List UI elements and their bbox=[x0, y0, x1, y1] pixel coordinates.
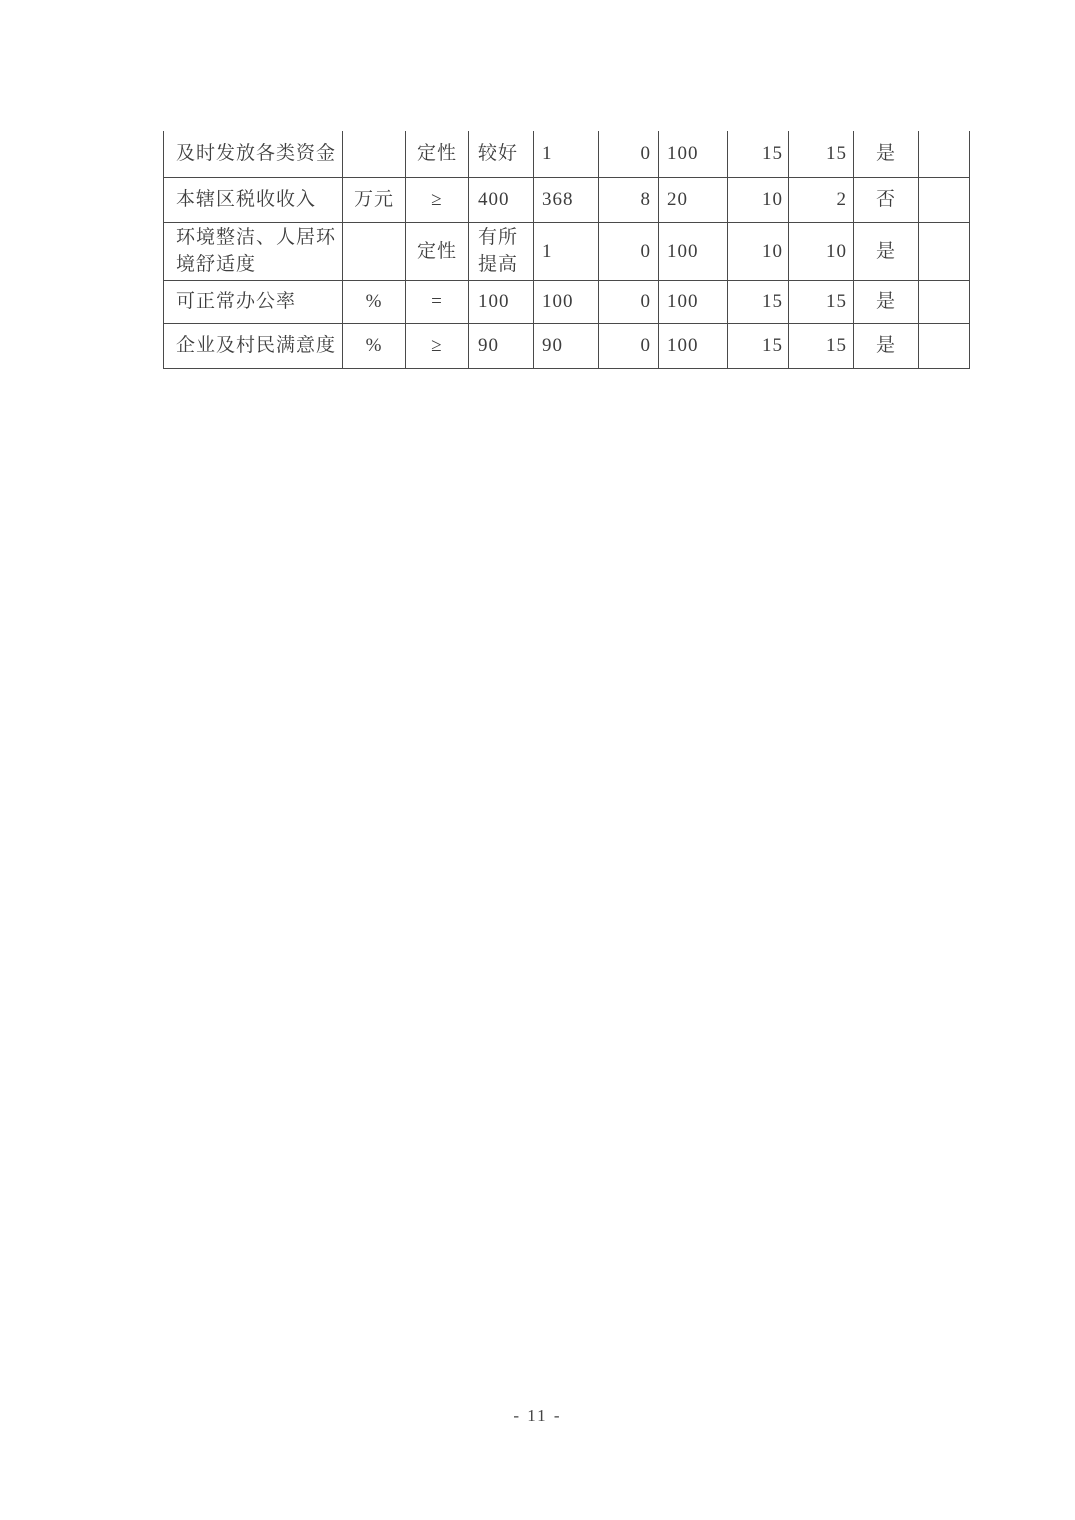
cell-score: 15 bbox=[789, 131, 854, 177]
cell-deviation-rate: 100 bbox=[659, 131, 728, 177]
cell-comparator: 定性 bbox=[406, 222, 469, 280]
cell-unit bbox=[343, 131, 406, 177]
cell-deviation-rate: 100 bbox=[659, 323, 728, 368]
table-row bbox=[164, 222, 970, 280]
cell-achieved: 是 bbox=[854, 131, 919, 177]
cell-deviation: 0 bbox=[599, 131, 659, 177]
cell-remark bbox=[919, 222, 970, 280]
cell-target: 有所提高 bbox=[469, 222, 534, 280]
cell-weight: 15 bbox=[728, 323, 789, 368]
table-row bbox=[164, 323, 970, 368]
cell-actual: 1 bbox=[534, 222, 599, 280]
cell-score: 15 bbox=[789, 323, 854, 368]
cell-indicator: 企业及村民满意度 bbox=[164, 323, 343, 368]
cell-achieved: 是 bbox=[854, 280, 919, 323]
cell-weight: 10 bbox=[728, 222, 789, 280]
cell-unit: 万元 bbox=[343, 177, 406, 222]
cell-deviation: 0 bbox=[599, 222, 659, 280]
table-body bbox=[164, 131, 970, 368]
cell-remark bbox=[919, 177, 970, 222]
table-row bbox=[164, 177, 970, 222]
cell-actual: 368 bbox=[534, 177, 599, 222]
cell-unit: % bbox=[343, 280, 406, 323]
cell-comparator: = bbox=[406, 280, 469, 323]
cell-deviation: 0 bbox=[599, 323, 659, 368]
cell-remark bbox=[919, 323, 970, 368]
cell-deviation-rate: 100 bbox=[659, 280, 728, 323]
table-row bbox=[164, 131, 970, 177]
cell-target: 400 bbox=[469, 177, 534, 222]
cell-achieved: 否 bbox=[854, 177, 919, 222]
cell-deviation-rate: 100 bbox=[659, 222, 728, 280]
page-number: - 11 - bbox=[513, 1406, 562, 1425]
cell-weight: 15 bbox=[728, 131, 789, 177]
cell-weight: 10 bbox=[728, 177, 789, 222]
cell-indicator: 及时发放各类资金 bbox=[164, 131, 343, 177]
cell-actual: 1 bbox=[534, 131, 599, 177]
cell-indicator: 环境整洁、人居环境舒适度 bbox=[164, 222, 343, 280]
cell-score: 2 bbox=[789, 177, 854, 222]
cell-remark bbox=[919, 280, 970, 323]
cell-comparator: 定性 bbox=[406, 131, 469, 177]
cell-achieved: 是 bbox=[854, 323, 919, 368]
cell-indicator: 可正常办公率 bbox=[164, 280, 343, 323]
cell-indicator: 本辖区税收收入 bbox=[164, 177, 343, 222]
cell-target: 100 bbox=[469, 280, 534, 323]
cell-weight: 15 bbox=[728, 280, 789, 323]
cell-actual: 100 bbox=[534, 280, 599, 323]
table-row bbox=[164, 280, 970, 323]
cell-deviation: 0 bbox=[599, 280, 659, 323]
cell-score: 10 bbox=[789, 222, 854, 280]
cell-target: 较好 bbox=[469, 131, 534, 177]
cell-deviation-rate: 20 bbox=[659, 177, 728, 222]
cell-target: 90 bbox=[469, 323, 534, 368]
performance-indicator-table bbox=[163, 131, 970, 369]
cell-comparator: ≥ bbox=[406, 323, 469, 368]
cell-deviation: 8 bbox=[599, 177, 659, 222]
cell-achieved: 是 bbox=[854, 222, 919, 280]
cell-unit bbox=[343, 222, 406, 280]
cell-remark bbox=[919, 131, 970, 177]
cell-unit: % bbox=[343, 323, 406, 368]
cell-actual: 90 bbox=[534, 323, 599, 368]
cell-score: 15 bbox=[789, 280, 854, 323]
cell-comparator: ≥ bbox=[406, 177, 469, 222]
